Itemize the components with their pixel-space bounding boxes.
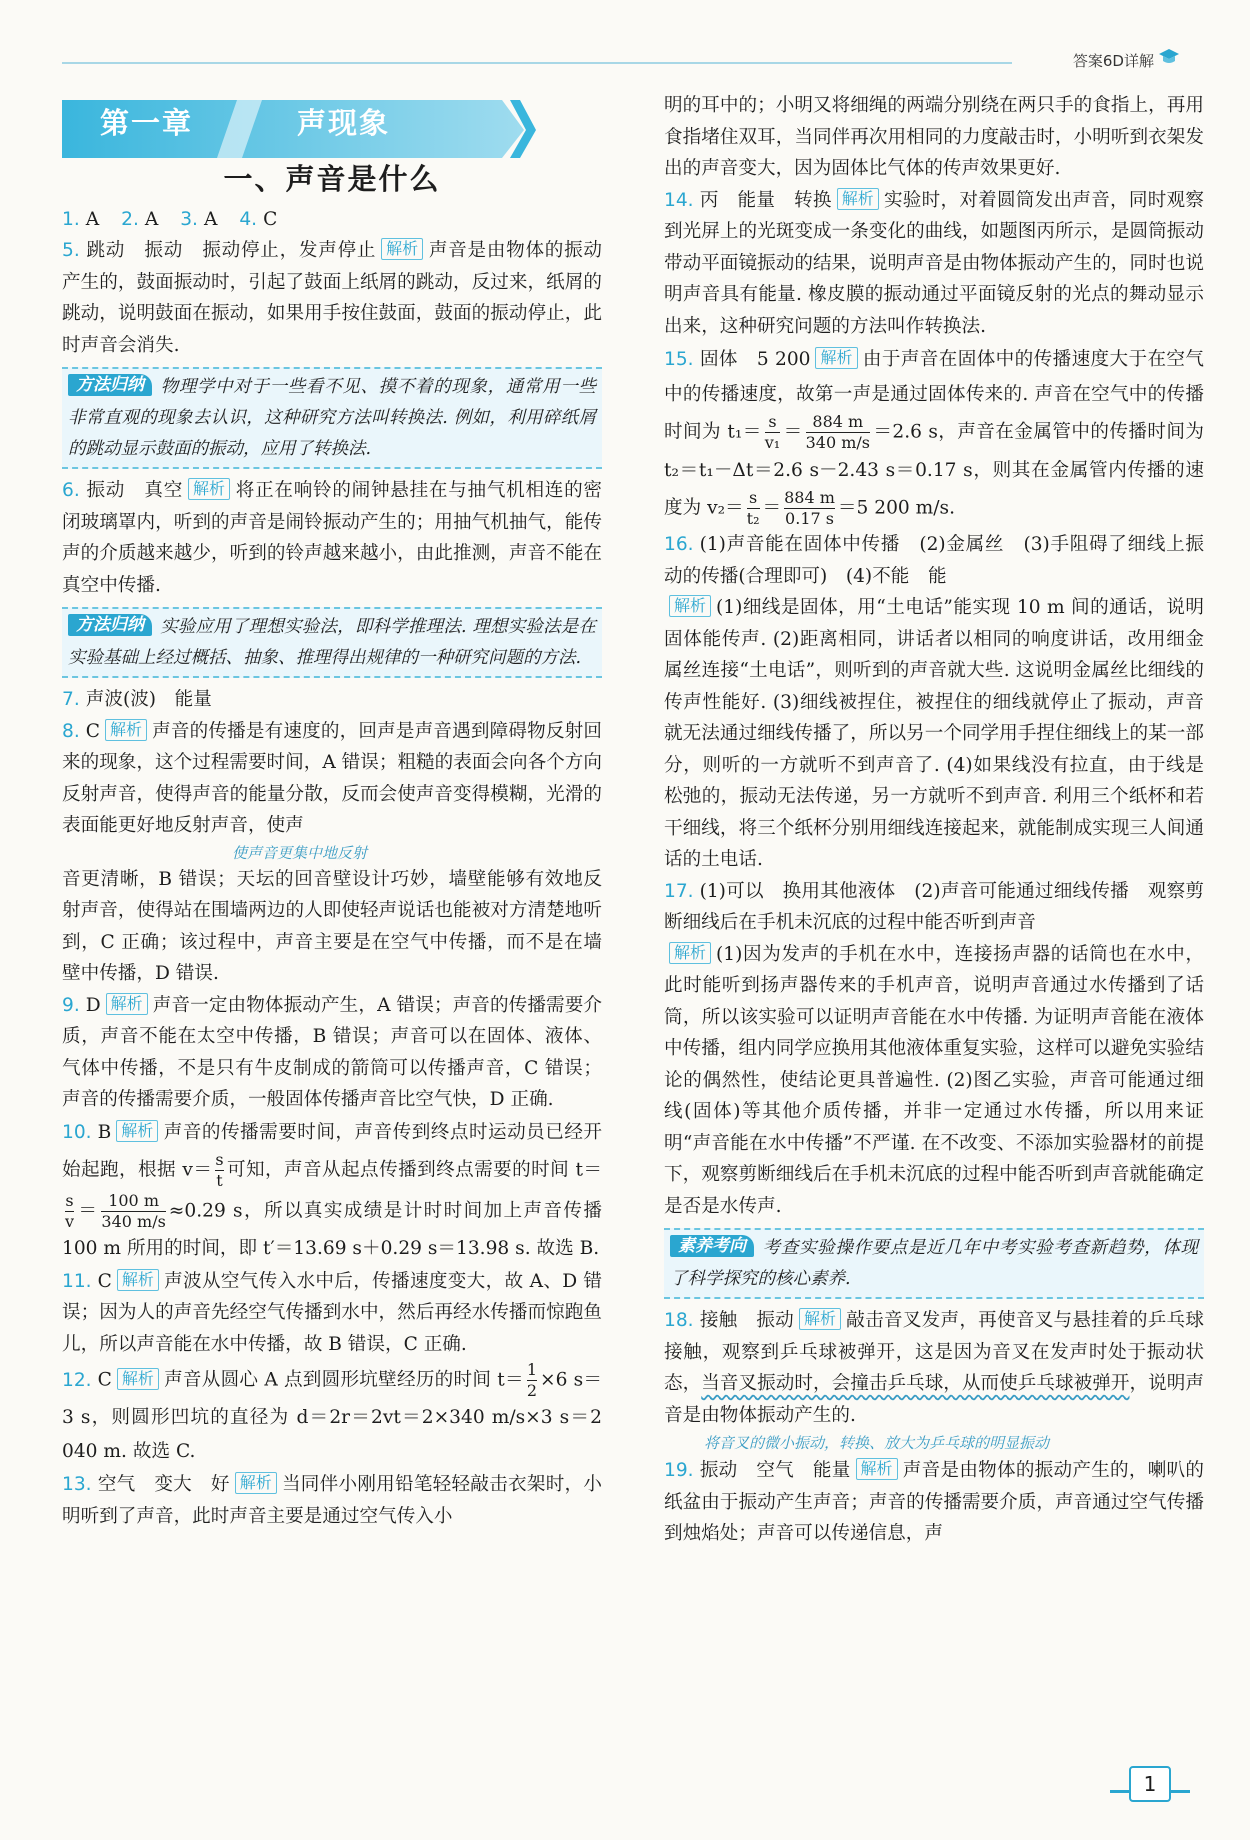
analysis-tag: 解析 xyxy=(837,188,879,210)
answer-item-14 xyxy=(664,185,1204,343)
q-number: 1. xyxy=(62,208,80,230)
answer-item-10: 10. B 解析 声音的传播需要时间，声音传到终点时运动员已经开始起跑，根据 v＝ $\frac{s}{t}$ 可知，声音从起点传播到终点需要的时间 t＝ $\frac{s}{v}$ ＝ $\frac{100 m}{340 m/s}$ ≈0.29 s，所以真实成绩是计时时间加上声音传播 100 m 所用的时间，即 t′＝13.69 s＋0.29 s＝13.98 s. 故选 B. xyxy=(62,1120,602,1259)
analysis-text: ，说明声音是由物体振动产生的. xyxy=(664,1373,1204,1426)
analysis-text: 实验时，对着圆筒发出声音，同时观察到光屏上的光斑变成一条变化的曲线，如题图丙所示，是圆筒振动带动平面镜振动的结果，说明声音是由物体振动产生的，同时也说明声音具有能量. 橡皮膜的振动通过平面镜反射的光点的舞动显示出来，这种研究问题的方法叫作转换法. xyxy=(664,189,1204,337)
literacy-direction-tag: 素养考向 xyxy=(670,1235,754,1257)
answer-item-5 xyxy=(62,235,602,361)
analysis-text: 将正在响铃的闹钟悬挂在与抽气机相连的密闭玻璃罩内，听到的声音是闹铃振动产生的；用抽气机抽气，能传声的介质越来越少，听到的铃声越来越小，由此推测，声音不能在真空中传播. xyxy=(62,480,602,596)
answer: 振动 真空 xyxy=(85,480,184,501)
denominator: 2 xyxy=(526,1381,538,1400)
analysis-text: 声波从空气传入水中后，传播速度变大，故 A、D 错误；因为人的声音先经空气传播到水中，然后再经水传播而惊跑鱼儿，所以声音能在水中传播，故 B 错误，C 正确. xyxy=(62,1270,602,1355)
handwritten-note: 使声音更集中地反射 xyxy=(232,843,368,862)
numerator: 1 xyxy=(526,1360,538,1379)
highlighted-text: 当音叉振动时，会撞击乒乓球，从而使乒乓球被弹开 xyxy=(701,1373,1130,1394)
answer: 声波(波) 能量 xyxy=(85,689,212,710)
analysis-text: 敲击音叉发声，再使音叉与悬挂着的乒乓球接触，观察到乒乓球被弹开，这是因为音叉在发声时处于振动状态， xyxy=(664,1310,1204,1394)
answer: 振动 空气 能量 xyxy=(699,1460,851,1481)
literacy-direction-text: 考查实验操作要点是近几年中考实验考查新趋势，体现了科学探究的核心素养. xyxy=(670,1238,1198,1289)
denominator: v₁ xyxy=(764,433,781,452)
analysis-text: 声音是由物体的振动产生的，鼓面振动时，引起了鼓面上纸屑的跳动，反过来，纸屑的跳动，说明鼓面在振动，如果用手按住鼓面，鼓面的振动停止，此时声音会消失. xyxy=(62,240,602,356)
analysis-text: 5 200 m/s. xyxy=(856,497,956,519)
q-number: 14. xyxy=(664,189,694,211)
analysis-text: 由于声音在固体中的传播速度大于在空气中的传播速度，故第一声是通过固体传来的. 声音在空气中的传播时间为 t₁＝ xyxy=(664,349,1204,443)
analysis-text: ≈0.29 s，所以真实成绩是计时时间加上声音传播 100 m 所用的时间，即 t′＝13.69 s＋0.29 s＝13.98 s. 故选 B. xyxy=(62,1200,602,1259)
fraction xyxy=(784,488,835,529)
numerator: s xyxy=(748,488,758,507)
answer-item-13-continued xyxy=(664,90,1204,185)
analysis-text: 当同伴小刚用铅笔轻轻敲击衣架时，小明听到了声音，此时声音主要是通过空气传入小 xyxy=(62,1474,602,1527)
analysis-text: 声音的传播是有速度的，回声是声音遇到障碍物反射回来的现象，这个过程需要时间，A 错误；粗糙的表面会向各个方向反射声音，使得声音的能量分散，反而会使声音变得模糊，光滑的表面能更好地反射声音，使声 xyxy=(62,720,602,836)
graduation-cap-icon xyxy=(1158,48,1180,66)
q-number: 4. xyxy=(239,208,258,230)
answer: C xyxy=(85,720,100,742)
q-number: 15. xyxy=(664,349,694,370)
right-column xyxy=(664,90,1204,1550)
q-number: 13. xyxy=(62,1474,92,1495)
analysis-tag: 解析 xyxy=(188,478,230,500)
denominator: 0.17 s xyxy=(785,509,834,528)
answer: B xyxy=(97,1121,112,1143)
analysis-text: (1)细线是固体，用“土电话”能实现 10 m 间的通话，说明固体能传声. (2)距离相同，讲话者以相同的响度讲话，改用细金属丝连接“土电话”，则听到的声音就大些. 这说明金属丝比细线的传声性能好. (3)细线被捏住，被捏住的细线就停止了振动，声音就无法通过细线传播了，所以另一个同学用手捏住细线上的某一部分，则听的一方就听不到声音了. (4)如果线没有拉直，由于线是松弛的，振动无法传递，另一方就听不到声音. 利用三个纸杯和若干细线，将三个纸杯分别用细线连接起来，就能制成实现三人间通话的土电话. xyxy=(664,597,1204,870)
denominator: v xyxy=(65,1211,75,1231)
analysis-text: 音更清晰，B 错误；天坛的回音壁设计巧妙，墙壁能够有效地反射声音，使得站在围墙两边的人即使轻声说话也能被对方清楚地听到，C 正确；该过程中，声音主要是在空气中传播，而不是在墙壁中传播，D 错误. xyxy=(62,868,602,984)
numerator: 884 m xyxy=(812,412,864,431)
analysis-tag: 解析 xyxy=(856,1458,898,1480)
header-rule xyxy=(62,62,1012,64)
answer: 丙 能量 转换 xyxy=(699,189,832,211)
answer-item-15: 15. 固体 5 200 解析 由于声音在固体中的传播速度大于在空气中的传播速度，故第一声是通过固体传来的. 声音在空气中的传播时间为 t₁＝ $\frac{s}{\text{v₁}}$ ＝ $\frac{884 m}{340 m/s}$ ＝2.6 s，声音在金属管中的传播时间为 t₂＝t₁－Δt＝2.6 s－2.43 s＝0.17 s，则其在金属管内传播的速度为 v₂＝ $\frac{s}{\text{t₂}}$ ＝ $\frac{884 m}{0.17 s}$ ＝5 200 m/s. xyxy=(664,348,1204,528)
answer: (1)声音能在固体中传播 (2)金属丝 (3)手阻碍了细线上振动的传播(合理即可) (4)不能 能 xyxy=(664,534,1204,587)
q-number: 12. xyxy=(62,1369,92,1391)
header-brand: 答案6D详解 xyxy=(1072,52,1154,70)
answer: C xyxy=(97,1369,112,1391)
fraction xyxy=(65,1191,74,1232)
answer: D xyxy=(85,994,101,1016)
method-summary-tag: 方法归纳 xyxy=(68,614,152,636)
analysis-text: ＝2.6 s，声音在金属管中的传播时间为 t₂＝t₁－Δt＝2.6 s－2.43 s＝0.17 s，则其在金属管内传播的速度为 v₂＝ xyxy=(664,421,1204,519)
q-number: 17. xyxy=(664,880,694,902)
q-number: 11. xyxy=(62,1270,92,1292)
answer: 固体 5 200 xyxy=(699,349,811,370)
answer-item-19 xyxy=(664,1455,1204,1550)
answer-item-12 xyxy=(62,1360,602,1469)
method-summary-text: 物理学中对于一些看不见、摸不着的现象，通常用一些非常直观的现象去认识，这种研究方法叫转换法. 例如，利用碎纸屑的跳动显示鼓面的振动，应用了转换法. xyxy=(68,377,596,459)
literacy-direction-box xyxy=(664,1228,1204,1299)
answer: C xyxy=(97,1270,112,1292)
analysis-tag: 解析 xyxy=(117,1368,159,1390)
answer: A xyxy=(144,208,159,230)
q-number: 8. xyxy=(62,720,80,742)
answer: A xyxy=(85,208,100,230)
section-title: 一、声音是什么 xyxy=(223,162,441,196)
fraction xyxy=(806,412,870,453)
answer-item-18 xyxy=(664,1305,1204,1455)
method-summary-box xyxy=(62,367,602,469)
method-summary-box xyxy=(62,607,602,678)
method-summary-tag: 方法归纳 xyxy=(68,374,152,396)
numerator: 100 m xyxy=(108,1190,159,1210)
answer-item-11 xyxy=(62,1266,602,1361)
analysis-text: 声音是由物体的振动产生的，喇叭的纸盆由于振动产生声音；声音的传播需要介质，声音通过空气传播到烛焰处；声音可以传递信息，声 xyxy=(664,1460,1204,1544)
answer-item-9 xyxy=(62,990,602,1116)
fraction xyxy=(215,1150,223,1191)
analysis-tag: 解析 xyxy=(669,942,711,964)
chapter-label: 第一章 xyxy=(100,106,194,140)
numerator: s xyxy=(215,1149,224,1169)
answer-item-7 xyxy=(62,684,602,716)
q-number: 2. xyxy=(121,208,139,230)
analysis-text: ×6 s＝3 s，则圆形凹坑的直径为 d＝2r＝2vt＝2×340 m/s×3 s＝2 040 m. 故选 C. xyxy=(62,1369,602,1462)
analysis-text: 明的耳中的；小明又将细绳的两端分别绕在两只手的食指上，再用食指堵住双耳，当同伴再次用相同的力度敲击时，小明听到衣架发出的声音变大，因为固体比气体的传声效果更好. xyxy=(664,95,1204,179)
answer-item-16 xyxy=(664,529,1204,876)
denominator: 340 m/s xyxy=(805,433,870,452)
answer-item-17 xyxy=(664,876,1204,1223)
analysis-text: 可知，声音从起点传播到终点需要的时间 t＝ xyxy=(226,1159,602,1180)
denominator: t xyxy=(216,1170,223,1190)
numerator: s xyxy=(768,412,777,431)
page-number: 1 xyxy=(1129,1766,1171,1802)
answer: (1)可以 换用其他液体 (2)声音可能通过细线传播 观察剪断细线后在手机未沉底的过程中能否听到声音 xyxy=(664,880,1204,933)
fraction xyxy=(527,1360,537,1401)
analysis-tag: 解析 xyxy=(381,238,423,260)
answer: C xyxy=(263,208,278,230)
analysis-tag: 解析 xyxy=(116,1120,158,1142)
q-number: 16. xyxy=(664,534,694,555)
fraction xyxy=(747,488,760,529)
chapter-banner xyxy=(62,96,602,160)
handwritten-note: 将音叉的微小振动，转换、放大为乒乓球的明显振动 xyxy=(704,1434,1050,1452)
answers-1-4 xyxy=(62,204,602,236)
analysis-tag: 解析 xyxy=(235,1472,277,1494)
q-number: 18. xyxy=(664,1310,694,1331)
analysis-text: 声音从圆心 A 点到圆形坑壁经历的时间 t＝ xyxy=(163,1369,524,1391)
q-number: 9. xyxy=(62,994,80,1016)
analysis-text: (1)因为发声的手机在水中，连接扬声器的话筒也在水中，此时能听到扬声器传来的手机声音，说明声音通过水传播到了话筒，所以该实验可以证明声音能在水中传播. 为证明声音能在液体中传播，组内同学应换用其他液体重复实验，这样可以避免实验结论的偶然性，使结论更具普遍性. (2)图乙实验，声音可能通过细线(固体)等其他介质传播，并非一定通过水传播，所以用来证明“声音能在水中传播”不严谨. 在不改变、不添加实验器材的前提下，观察剪断细线后在手机未沉底的过程中能否听到声音就能确定是否是水传声. xyxy=(664,943,1204,1217)
answer-item-13 xyxy=(62,1469,602,1532)
analysis-tag: 解析 xyxy=(105,719,147,741)
q-number: 7. xyxy=(62,689,80,710)
q-number: 3. xyxy=(180,208,198,230)
answer-item-6 xyxy=(62,475,602,601)
numerator: 884 m xyxy=(784,488,835,507)
analysis-tag: 解析 xyxy=(669,595,711,617)
chapter-title: 声现象 xyxy=(297,106,391,140)
q-number: 10. xyxy=(62,1121,92,1143)
method-summary-text: 实验应用了理想实验法，即科学推理法. 理想实验法是在实验基础上经过概括、抽象、推理得出规律的一种研究问题的方法. xyxy=(68,617,596,668)
answer: 跳动 振动 振动停止，发声停止 xyxy=(85,240,377,261)
fraction xyxy=(765,412,780,453)
analysis-tag: 解析 xyxy=(799,1308,841,1330)
answer: A xyxy=(203,208,218,230)
q-number: 19. xyxy=(664,1460,694,1481)
analysis-tag: 解析 xyxy=(815,347,857,369)
answer: 接触 振动 xyxy=(699,1310,795,1331)
analysis-tag: 解析 xyxy=(106,993,148,1015)
left-column xyxy=(62,96,602,1532)
analysis-text: 声音一定由物体振动产生，A 错误；声音的传播需要介质，声音不能在太空中传播，B 错误；声音可以在固体、液体、气体中传播，不是只有牛皮制成的箭筒可以传播声音，C 错误；声音的传播需要介质，一般固体传播声音比空气快，D 正确. xyxy=(62,994,602,1110)
denominator: 340 m/s xyxy=(101,1211,166,1231)
fraction xyxy=(101,1191,165,1232)
q-number: 5. xyxy=(62,240,80,261)
analysis-tag: 解析 xyxy=(117,1269,159,1291)
numerator: s xyxy=(65,1190,74,1210)
answer: 空气 变大 好 xyxy=(97,1474,230,1495)
analysis-text: 声音的传播需要时间，声音传到终点时运动员已经开始起跑，根据 v＝ xyxy=(62,1121,602,1180)
answer-item-8 xyxy=(62,716,602,990)
q-number: 6. xyxy=(62,480,80,501)
denominator: t₂ xyxy=(746,509,760,528)
